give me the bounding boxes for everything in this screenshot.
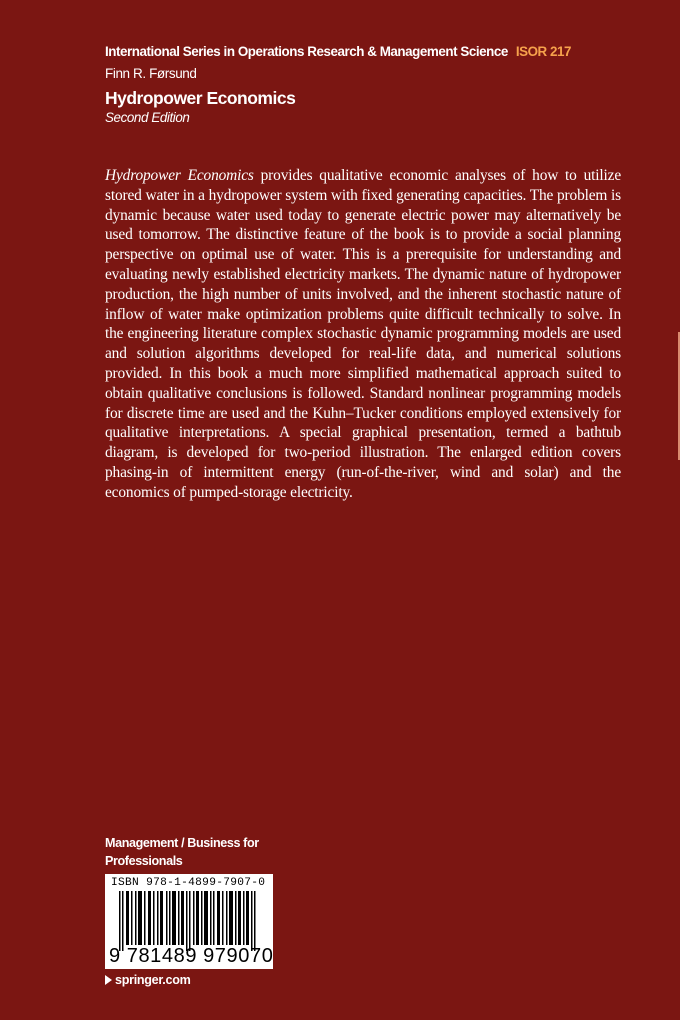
publisher-website (105, 972, 191, 988)
triangle-right-icon (105, 975, 112, 985)
barcode-bars-icon (113, 891, 265, 951)
cover-header (105, 42, 625, 127)
edition-label: Second Edition (105, 110, 190, 125)
description-italic-title: Hydropower Economics (105, 167, 254, 184)
category-line-2: Professionals (105, 854, 183, 868)
ean-left-group: 781489 (126, 945, 198, 967)
book-title: Hydropower Economics (105, 88, 296, 108)
ean-digits (109, 946, 273, 966)
isbn-label: ISBN 978-1-4899-7907-0 (111, 877, 266, 889)
ean-first-digit: 9 (109, 945, 121, 967)
subject-category (105, 834, 285, 870)
series-name: International Series in Operations Research & Management Science (105, 44, 508, 59)
series-number: ISOR 217 (515, 44, 572, 59)
ean-right-group: 979070 (203, 945, 274, 967)
book-description (105, 166, 621, 503)
description-text: provides qualitative economic analyses of how to utilize stored water in a hydropower system with fixed generating capacities. The problem is dynamic because water used today to generate electric power may alternatively be used tomorrow. The distinctive feature of the book is to provide a social planning perspective on optimal use of water. This is a prerequisite for understanding and evaluating newly established electricity markets. The dynamic nature of hydropower production, the high number of units involved, and the inherent stochastic nature of inflow of water make optimization problems quite difficult technically to solve. In the engineering literature complex stochastic dynamic programming models are used and solution algorithms developed for real-life data, and numerical solutions provided. In this book a much more simplified mathematical approach suited to obtain qualitative conclusions is followed. Standard nonlinear programming models for discrete time are used and the Kuhn–Tucker conditions employed extensively for qualitative interpretations. A special graphical presentation, termed a bathtub diagram, is developed for two-period illustration. The enlarged edition covers phasing-in of intermittent energy (run-of-the-river, wind and solar) and the economics of pumped-storage electricity. (105, 167, 622, 501)
category-line-1: Management / Business for (105, 836, 259, 850)
series-line (105, 42, 625, 62)
website-text: springer.com (115, 973, 191, 987)
isbn-barcode (105, 874, 273, 969)
author-name: Finn R. Førsund (105, 66, 197, 81)
